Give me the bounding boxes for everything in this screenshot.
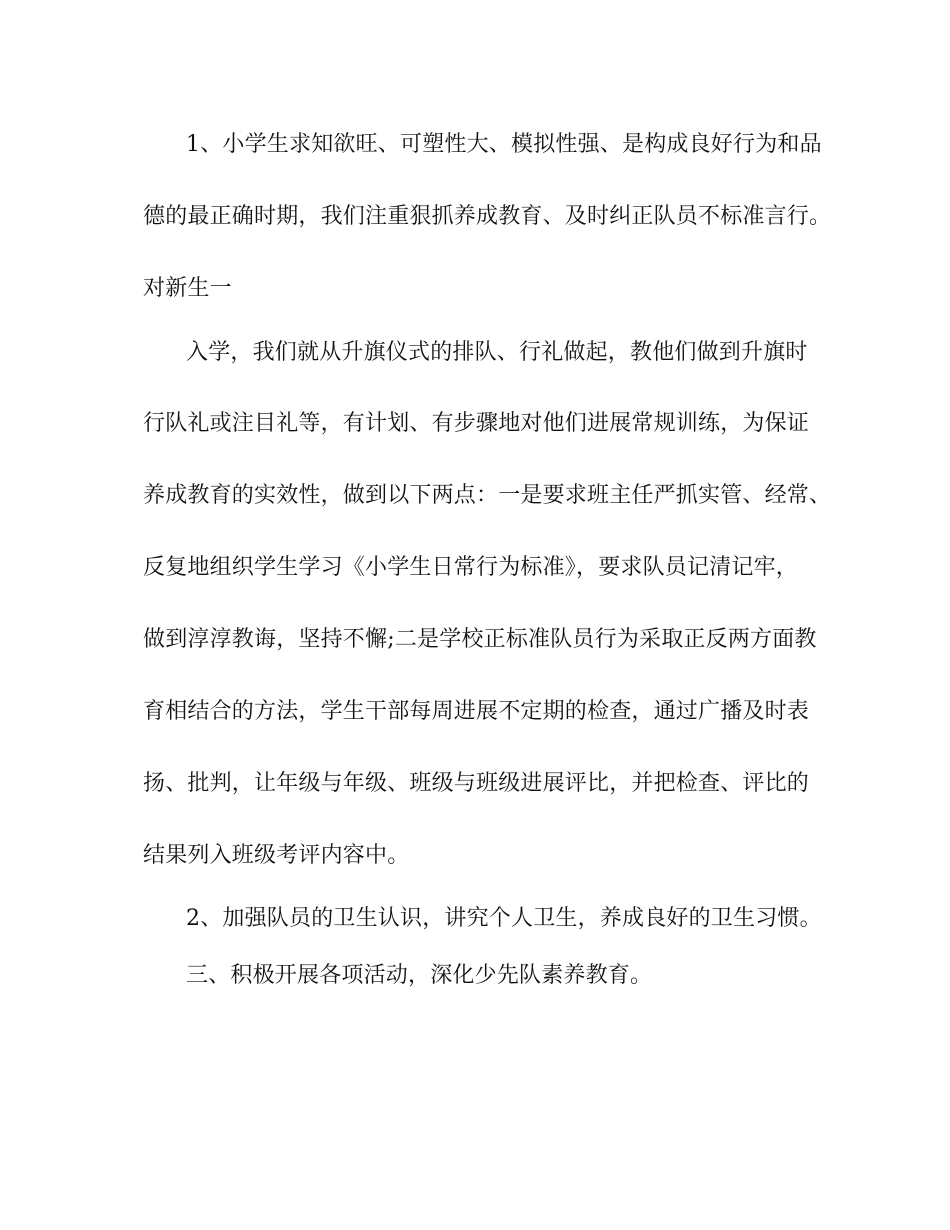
paragraph-line: 养成教育的实效性，做到以下两点：一是要求班主任严抓实管、经常、 <box>143 483 832 508</box>
paragraph-line: 育相结合的方法，学生干部每周进展不定期的检查，通过广播及时表 <box>143 699 810 724</box>
paragraph-line: 行队礼或注目礼等，有计划、有步骤地对他们进展常规训练，为保证 <box>143 411 810 436</box>
paragraph-line: 扬、批判，让年级与年级、班级与班级进展评比，并把检查、评比的 <box>143 771 810 796</box>
paragraph-line: 结果列入班级考评内容中。 <box>143 843 410 868</box>
paragraph-line: 做到淳淳教诲，坚持不懈;二是学校正标准队员行为采取正反两方面教 <box>143 627 817 652</box>
paragraph-line: 三、积极开展各项活动，深化少先队素养教育。 <box>186 963 653 988</box>
paragraph-line: 对新生一 <box>143 276 232 301</box>
paragraph-line: 反复地组织学生学习《小学生日常行为标准》，要求队员记清记牢， <box>143 555 799 580</box>
paragraph-line: 2、加强队员的卫生认识，讲究个人卫生，养成良好的卫生习惯。 <box>186 906 822 931</box>
paragraph-line: 入学，我们就从升旗仪式的排队、行礼做起，教他们做到升旗时 <box>186 340 808 365</box>
paragraph-line: 1、小学生求知欲旺、可塑性大、模拟性强、是构成良好行为和品 <box>186 132 822 157</box>
paragraph-line: 德的最正确时期，我们注重狠抓养成教育、及时纠正队员不标准言行。 <box>143 204 832 229</box>
